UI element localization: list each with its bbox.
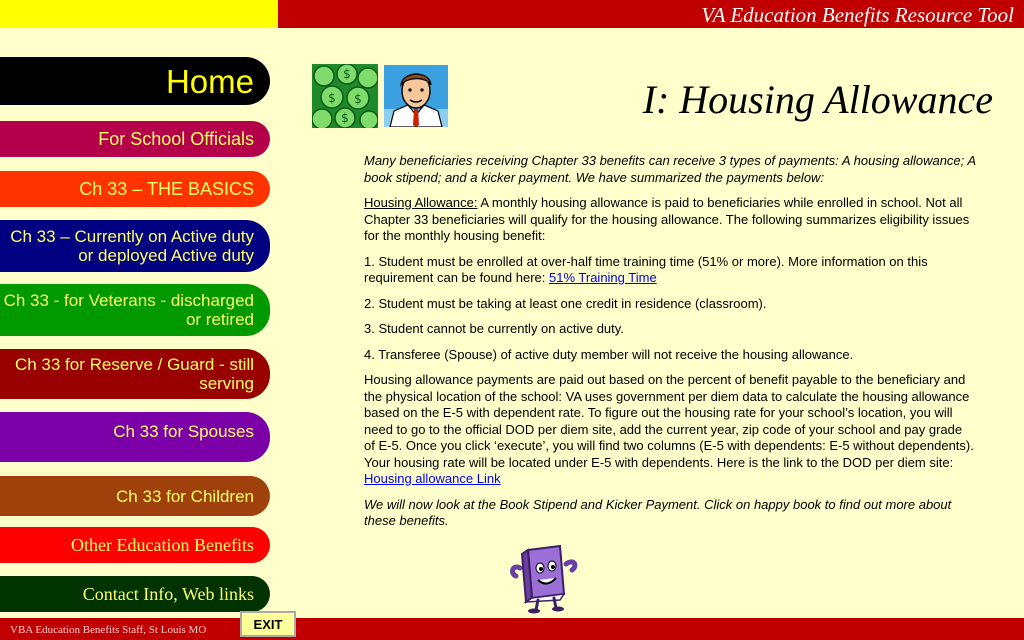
header-yellow-band xyxy=(0,0,278,28)
nav-ch33-basics[interactable] xyxy=(0,171,270,207)
nav-ch33-children[interactable] xyxy=(0,476,270,516)
nav-other-benefits[interactable] xyxy=(0,527,270,563)
payments-paragraph xyxy=(364,372,976,488)
nav-ch33-veterans[interactable] xyxy=(0,284,270,336)
nav-ch33-reserve-guard-label: Ch 33 for Reserve / Guard - still serving xyxy=(14,355,254,393)
nav-school-officials-label: For School Officials xyxy=(98,128,254,149)
nav-ch33-active-duty-label: Ch 33 – Currently on Active duty or deployed Active duty xyxy=(10,227,254,265)
nav-ch33-basics-label: Ch 33 – THE BASICS xyxy=(79,178,254,199)
nav-contact-info[interactable] xyxy=(0,576,270,612)
svg-text:$: $ xyxy=(341,111,349,125)
nav-ch33-veterans-label: Ch 33 - for Veterans - discharged or retired xyxy=(3,291,254,329)
nav-ch33-children-label: Ch 33 for Children xyxy=(116,486,254,506)
housing-text: A monthly housing allowance is paid to beneficiaries while enrolled in school. Not all Chapter 33 beneficiaries will qualify for the housing allowance. The following summarizes eligibility issues for the monthly housing benefit: xyxy=(364,195,970,243)
app-title: VA Education Benefits Resource Tool xyxy=(701,3,1014,27)
nav-ch33-active-duty[interactable] xyxy=(0,220,270,272)
nav-home-label: Home xyxy=(165,62,254,100)
closing-paragraph: We will now look at the Book Stipend and Kicker Payment. Click on happy book to find out more about these benefits. xyxy=(364,496,952,528)
nav-other-benefits-label: Other Education Benefits xyxy=(71,534,254,555)
exit-button[interactable]: EXIT xyxy=(240,611,296,637)
svg-text:$: $ xyxy=(343,67,351,81)
happy-book-icon[interactable] xyxy=(508,544,580,614)
svg-text:$: $ xyxy=(328,91,336,105)
nav-school-officials[interactable] xyxy=(0,121,270,157)
nav-ch33-spouses[interactable] xyxy=(0,412,270,462)
nav-ch33-spouses-label: Ch 33 for Spouses xyxy=(113,422,254,441)
housing-label: Housing Allowance: xyxy=(364,195,478,210)
housing-paragraph xyxy=(364,195,976,245)
requirement-1 xyxy=(364,254,976,287)
requirement-3: 3. Student cannot be currently on active duty. xyxy=(364,321,624,336)
nav-home[interactable] xyxy=(0,57,270,105)
svg-text:$: $ xyxy=(354,92,362,106)
money-clipart-icon xyxy=(312,64,378,128)
requirement-4: 4. Transferee (Spouse) of active duty member will not receive the housing allowance. xyxy=(364,346,854,362)
payments-text: Housing allowance payments are paid out based on the percent of benefit payable to the beneficiary and the physical location of the school: VA uses government per diem data to calculate the housing allowance based on the E-5 with dependent rate. To figure out the housing rate for your school’s location, you will need to go to the official DOD per diem site, add the current year, zip code of your school and pay grade of E-5. Once you click ‘execute’, you will find two columns (E-5 with dependents: E-5 without dependents). Your housing rate will be located under E-5 with dependents. Here is the link to the DOD per diem site: xyxy=(364,372,974,470)
footer-credit: VBA Education Benefits Staff, St Louis MO xyxy=(10,624,207,636)
training-time-link[interactable]: 51% Training Time xyxy=(549,270,657,285)
header-red-band xyxy=(278,0,1024,28)
businessman-clipart-icon xyxy=(384,65,448,127)
nav-contact-info-label: Contact Info, Web links xyxy=(82,583,254,604)
main-content xyxy=(364,153,976,539)
requirement-2: 2. Student must be taking at least one credit in residence (classroom). xyxy=(364,295,767,311)
page-title: I: Housing Allowance xyxy=(642,77,993,122)
nav-ch33-reserve-guard[interactable] xyxy=(0,349,270,399)
intro-paragraph: Many beneficiaries receiving Chapter 33 benefits can receive 3 types of payments: A housing allowance; A book stipend; and a kicker payment. We have summarized the payments below: xyxy=(364,153,976,185)
footer-bar xyxy=(0,618,1024,640)
housing-allowance-link[interactable]: Housing allowance Link xyxy=(364,471,501,486)
requirement-1-text: 1. Student must be enrolled at over-half time training time (51% or more). More information on this requirement can be found here: xyxy=(364,253,928,285)
